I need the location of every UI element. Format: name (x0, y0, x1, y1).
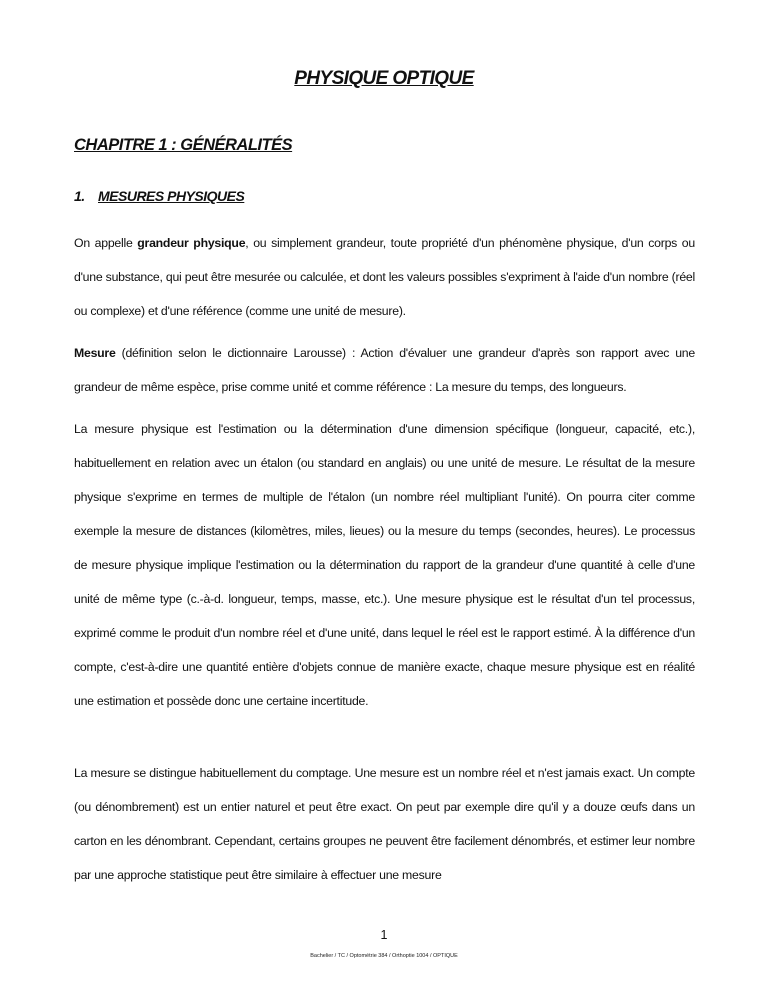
paragraph-text: (définition selon le dictionnaire Larousse) : Action d'évaluer une grandeur d'après son rapport avec une grandeur de même espèce, prise comme unité et comme référence : La mesure du temps, des longueurs. (74, 346, 695, 394)
bold-term: grandeur physique (137, 236, 246, 250)
paragraph-mesure-definition (74, 336, 695, 404)
document-title: PHYSIQUE OPTIQUE (294, 68, 474, 89)
section-title: MESURES PHYSIQUES (98, 188, 245, 204)
paragraph-text: On appelle (74, 236, 138, 250)
section-heading (74, 188, 244, 204)
paragraph-grandeur-physique (74, 226, 695, 328)
page-number: 1 (380, 928, 388, 942)
chapter-heading: CHAPITRE 1 : GÉNÉRALITÉS (74, 136, 293, 154)
paragraph-text: , ou simplement grandeur, toute propriété d'un phénomène physique, d'un corps ou d'une substance, qui peut être mesurée ou calculée, et dont les valeurs possibles s'expriment à l'aide d'un nombre (réel ou complexe) et d'une référence (comme une unité de mesure). (74, 236, 695, 318)
paragraph-mesure-comptage: La mesure se distingue habituellement du comptage. Une mesure est un nombre réel et n'est jamais exact. Un compte (ou dénombrement) est un entier naturel et peut être exact. On peut par exemple dire qu'il y a douze œufs dans un carton en les dénombrant. Cependant, certains groupes ne peuvent être facilement dénombrés, et estimer leur nombre par une approche statistique peut être similaire à effectuer une mesure (74, 766, 695, 882)
paragraph-mesure-physique: La mesure physique est l'estimation ou la détermination d'une dimension spécifique (longueur, capacité, etc.), habituellement en relation avec un étalon (ou standard en anglais) ou une unité de mesure. Le résultat de la mesure physique s'exprime en termes de multiple de l'étalon (un nombre réel multipliant l'unité). On pourra citer comme exemple la mesure de distances (kilomètres, miles, lieues) ou la mesure du temps (secondes, heures). Le processus de mesure physique implique l'estimation ou la détermination du rapport de la grandeur d'une quantité à celle d'une unité de même type (c.-à-d. longueur, temps, masse, etc.). Une mesure physique est le résultat d'un tel processus, exprimé comme le produit d'un nombre réel et d'une unité, dans lequel le réel est le rapport estimé. À la différence d'un compte, c'est-à-dire une quantité entière d'objets connue de manière exacte, chaque mesure physique est en réalité une estimation et possède donc une certaine incertitude. (74, 422, 695, 708)
page-footer: Bachelier / TC / Optométrie 384 / Orthoptie 1004 / OPTIQUE (310, 953, 458, 959)
bold-term: Mesure (74, 346, 116, 360)
section-number: 1. (74, 188, 85, 204)
